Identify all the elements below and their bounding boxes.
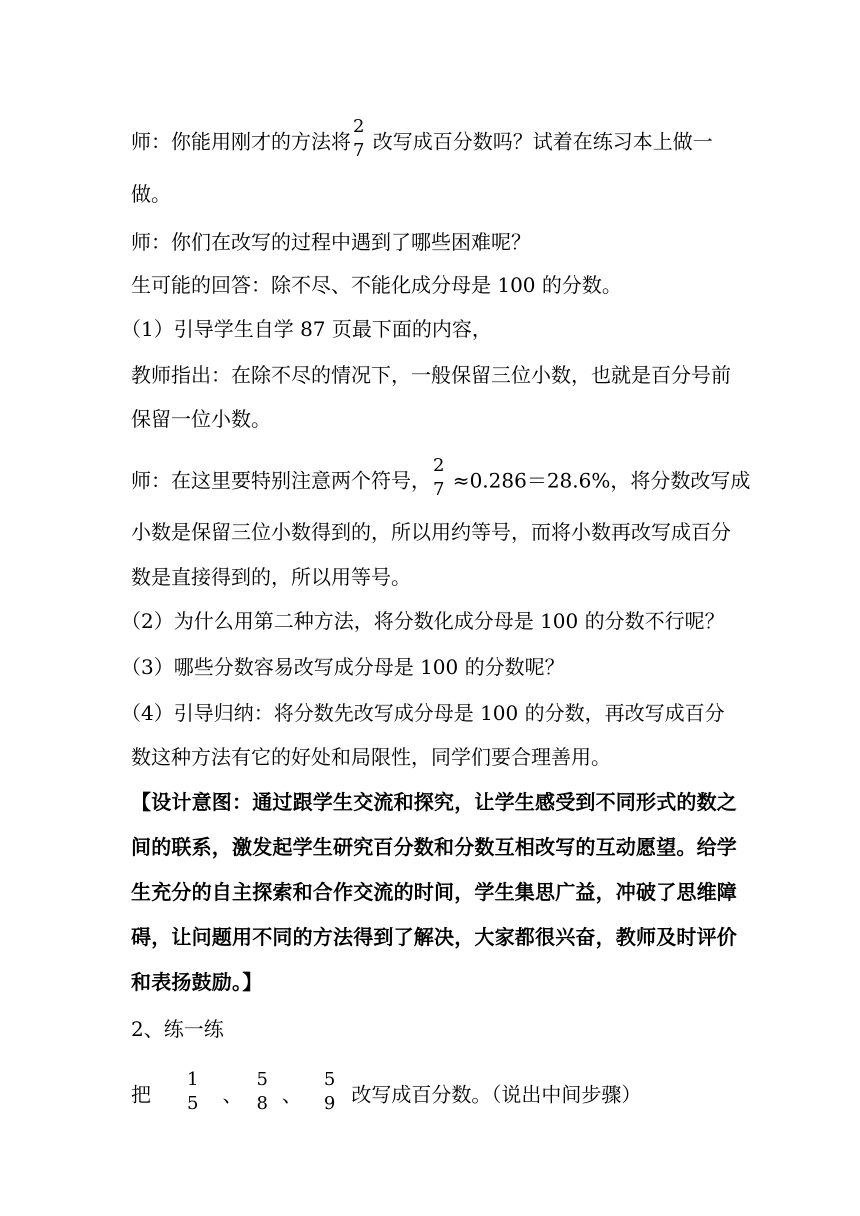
design-intent-line-4: 碍，让问题用不同的方法得到了解决，大家都很兴奋，教师及时评价 — [131, 925, 737, 949]
section-heading: 2、练一练 — [131, 1017, 224, 1041]
paragraph-line-8 — [131, 455, 751, 503]
paragraph-line-4: 生可能的回答：除不尽、不能化成分母是 100 的分数。 — [131, 273, 622, 297]
fraction — [185, 1071, 200, 1113]
fraction-numerator: 5 — [323, 1069, 336, 1090]
fraction-numerator: 5 — [256, 1069, 268, 1090]
fraction-denominator: 7 — [433, 479, 445, 500]
design-intent-line-2: 间的联系，激发起学生研究百分数和分数互相改写的互动愿望。给学 — [131, 835, 737, 859]
fraction — [254, 1071, 269, 1113]
paragraph-line-2: 做。 — [131, 182, 171, 206]
fraction — [351, 118, 366, 160]
paragraph-line-3: 师：你们在改写的过程中遇到了哪些困难呢？ — [131, 230, 531, 254]
fraction — [431, 457, 446, 499]
fraction — [322, 1071, 337, 1113]
text-segment: 改写成百分数。（说出中间步骤） — [351, 1082, 642, 1107]
separator: 、 — [281, 1082, 302, 1107]
paragraph-line-11: （2）为什么用第二种方法，将分数化成分母是 100 的分数不行呢？ — [121, 609, 725, 633]
paragraph-line-10: 数是直接得到的，所以用等号。 — [131, 565, 411, 589]
paragraph-line-6: 教师指出：在除不尽的情况下，一般保留三位小数，也就是百分号前 — [131, 363, 731, 387]
fraction-numerator: 1 — [187, 1069, 199, 1090]
paragraph-line-13: （4）引导归纳：将分数先改写成分母是 100 的分数，再改写成百分 — [121, 701, 725, 725]
design-intent-line-1: 【设计意图：通过跟学生交流和探究，让学生感受到不同形式的数之 — [131, 790, 737, 814]
text-segment: 师：在这里要特别注意两个符号， — [131, 468, 431, 493]
fraction-numerator: 2 — [433, 455, 445, 476]
paragraph-line-7: 保留一位小数。 — [131, 407, 271, 431]
fraction-denominator: 9 — [323, 1093, 336, 1114]
paragraph-line-9: 小数是保留三位小数得到的，所以用约等号，而将小数再改写成百分 — [131, 520, 731, 544]
design-intent-line-3: 生充分的自主探索和合作交流的时间，学生集思广益，冲破了思维障 — [131, 880, 737, 904]
fraction-denominator: 5 — [187, 1093, 199, 1114]
fraction-denominator: 8 — [256, 1093, 268, 1114]
fraction-denominator: 7 — [353, 140, 365, 161]
design-intent-line-5: 和表扬鼓励。】 — [131, 970, 263, 994]
separator: 、 — [222, 1082, 243, 1107]
exercise-line — [131, 1069, 642, 1117]
fraction-numerator: 2 — [353, 116, 365, 137]
text-segment: 改写成百分数吗？试着在练习本上做一 — [366, 129, 713, 154]
text-segment: 师：你能用刚才的方法将 — [131, 129, 351, 154]
paragraph-line-12: （3）哪些分数容易改写成分母是 100 的分数呢？ — [121, 655, 565, 679]
text-segment: 把 — [131, 1082, 151, 1107]
paragraph-line-5: （1）引导学生自学 87 页最下面的内容， — [121, 317, 492, 341]
paragraph-line-1 — [131, 116, 713, 164]
text-segment: ≈0.286＝28.6%，将分数改写成 — [446, 468, 751, 493]
paragraph-line-14: 数这种方法有它的好处和局限性，同学们要合理善用。 — [131, 745, 611, 769]
